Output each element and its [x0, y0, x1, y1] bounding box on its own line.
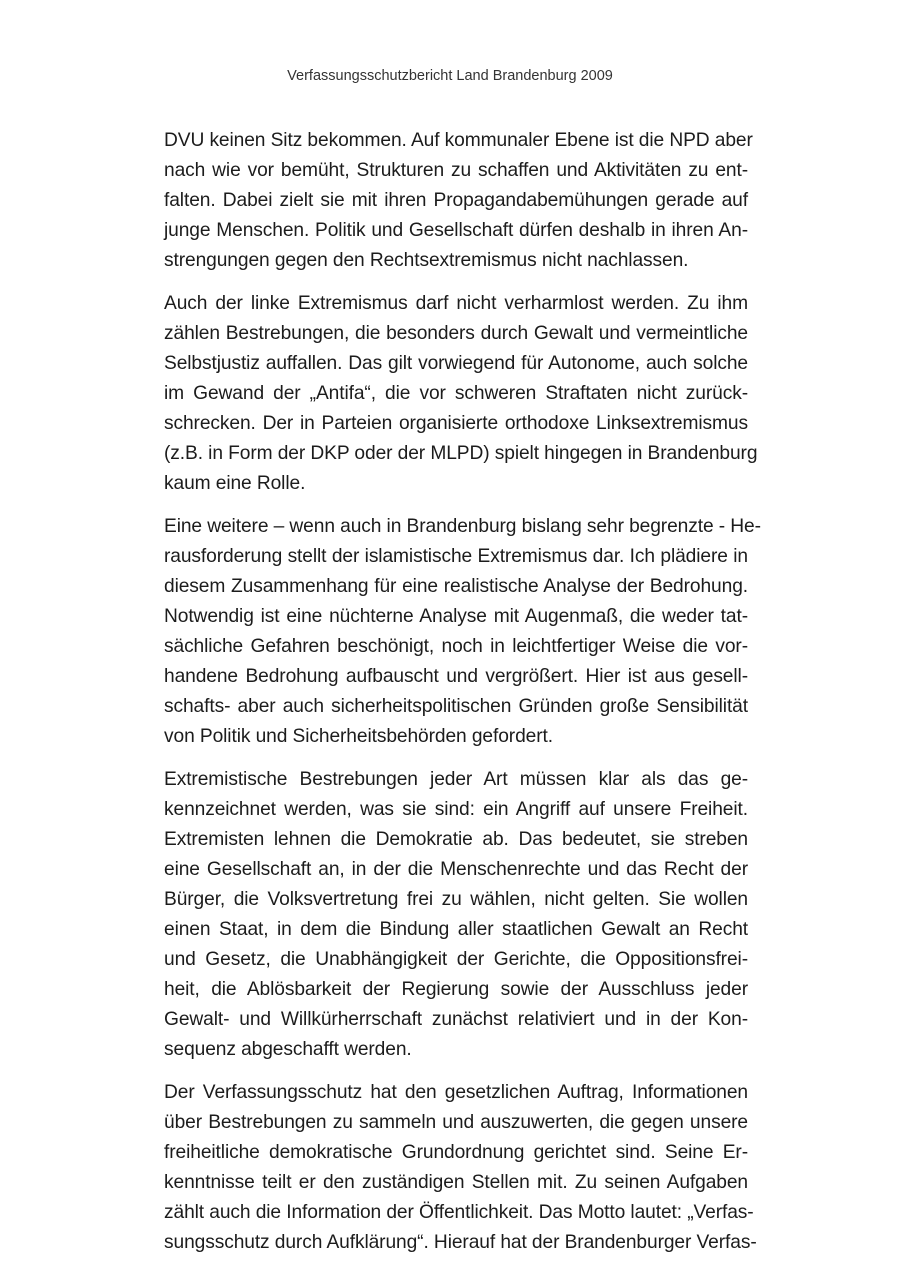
paragraph-islamist-extremism [164, 512, 761, 752]
text-line: junge Menschen. Politik und Gesellschaft dürfen deshalb in ihren An- [164, 220, 748, 241]
text-line: schafts- aber auch sicherheitspolitischen Gründen große Sensibilität [164, 696, 748, 717]
text-line: rausforderung stellt der islamistische Extremismus dar. Ich plädiere in [164, 546, 748, 567]
text-line: freiheitliche demokratische Grundordnung gerichtet sind. Seine Er- [164, 1142, 748, 1163]
text-line: strengungen gegen den Rechtsextremismus nicht nachlassen. [164, 250, 689, 271]
text-line: und Gesetz, die Unabhängigkeit der Gerichte, die Oppositionsfrei- [164, 949, 748, 970]
text-line: falten. Dabei zielt sie mit ihren Propagandabemühungen gerade auf [164, 190, 748, 211]
text-line: kennzeichnet werden, was sie sind: ein Angriff auf unsere Freiheit. [164, 799, 748, 820]
text-line: Auch der linke Extremismus darf nicht verharmlost werden. Zu ihm [164, 293, 748, 314]
text-line: kenntnisse teilt er den zuständigen Stellen mit. Zu seinen Aufgaben [164, 1172, 748, 1193]
paragraph-extremist-aims [164, 765, 748, 1065]
text-line: nach wie vor bemüht, Strukturen zu schaffen und Aktivitäten zu ent- [164, 160, 748, 181]
text-line: Der Verfassungsschutz hat den gesetzlichen Auftrag, Informationen [164, 1082, 748, 1103]
paragraph-npd-dvu [164, 126, 753, 276]
body-text [164, 126, 761, 1271]
text-line: handene Bedrohung aufbauscht und vergrößert. Hier ist aus gesell- [164, 666, 748, 687]
text-line: (z.B. in Form der DKP oder der MLPD) spielt hingegen in Brandenburg [164, 443, 758, 464]
text-line: sequenz abgeschafft werden. [164, 1039, 412, 1060]
text-line: Eine weitere – wenn auch in Brandenburg bislang sehr begrenzte - He- [164, 516, 761, 537]
text-line: zählt auch die Information der Öffentlichkeit. Das Motto lautet: „Verfas- [164, 1202, 754, 1223]
text-line: heit, die Ablösbarkeit der Regierung sowie der Ausschluss jeder [164, 979, 748, 1000]
text-line: im Gewand der „Antifa“, die vor schweren Straftaten nicht zurück- [164, 383, 748, 404]
text-line: kaum eine Rolle. [164, 473, 306, 494]
text-line: DVU keinen Sitz bekommen. Auf kommunaler Ebene ist die NPD aber [164, 130, 753, 151]
text-line: schrecken. Der in Parteien organisierte orthodoxe Linksextremismus [164, 413, 748, 434]
text-line: sungsschutz durch Aufklärung“. Hierauf hat der Brandenburger Verfas- [164, 1232, 757, 1253]
text-line: diesem Zusammenhang für eine realistische Analyse der Bedrohung. [164, 576, 748, 597]
text-line: sächliche Gefahren beschönigt, noch in leichtfertiger Weise die vor- [164, 636, 748, 657]
text-line: Notwendig ist eine nüchterne Analyse mit Augenmaß, die weder tat- [164, 606, 748, 627]
text-line: Gewalt- und Willkürherrschaft zunächst relativiert und in der Kon- [164, 1009, 748, 1030]
text-line: über Bestrebungen zu sammeln und auszuwerten, die gegen unsere [164, 1112, 748, 1133]
paragraph-verfassungsschutz-mandate [164, 1078, 757, 1258]
paragraph-left-extremism [164, 289, 758, 499]
text-line: eine Gesellschaft an, in der die Menschenrechte und das Recht der [164, 859, 748, 880]
text-line: Extremistische Bestrebungen jeder Art müssen klar als das ge- [164, 769, 748, 790]
text-line: von Politik und Sicherheitsbehörden gefordert. [164, 726, 553, 747]
text-line: Selbstjustiz auffallen. Das gilt vorwiegend für Autonome, auch solche [164, 353, 748, 374]
text-line: zählen Bestrebungen, die besonders durch Gewalt und vermeintliche [164, 323, 748, 344]
text-line: Bürger, die Volksvertretung frei zu wählen, nicht gelten. Sie wollen [164, 889, 748, 910]
text-line: Extremisten lehnen die Demokratie ab. Das bedeutet, sie streben [164, 829, 748, 850]
running-header: Verfassungsschutzbericht Land Brandenburg 2009 [287, 68, 613, 84]
text-line: einen Staat, in dem die Bindung aller staatlichen Gewalt an Recht [164, 919, 748, 940]
